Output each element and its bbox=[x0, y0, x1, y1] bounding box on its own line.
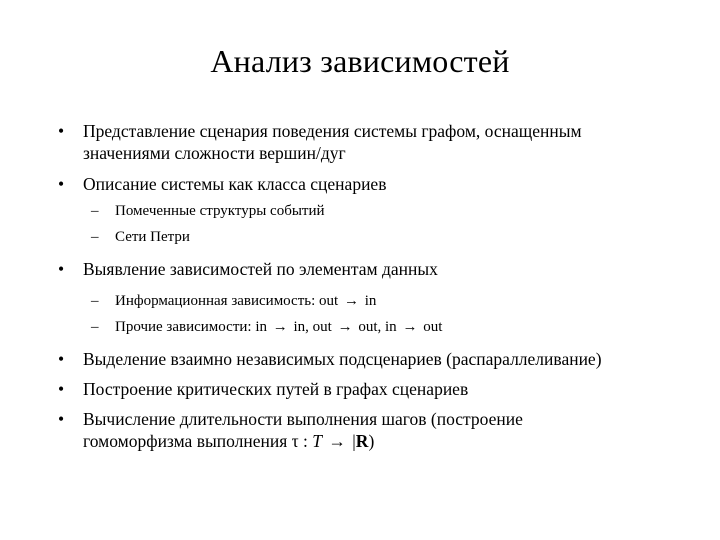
bullet-item-graph-representation bbox=[58, 120, 698, 164]
bullet-list bbox=[58, 120, 698, 452]
sub-item-petri-nets bbox=[58, 227, 698, 247]
arrow-icon: → bbox=[343, 293, 359, 309]
dash-icon: – bbox=[91, 203, 99, 219]
bullet-text-line-formula bbox=[83, 430, 698, 452]
bullet-text-line: Вычисление длительности выполнения шагов (построение bbox=[83, 409, 523, 429]
bullet-text: Построение критических путей в графах сценариев bbox=[83, 379, 469, 399]
bullet-text: Выявление зависимостей по элементам данных bbox=[83, 259, 438, 279]
bullet-text-line: Представление сценария поведения системы графом, оснащенным bbox=[83, 121, 582, 141]
bullet-text-line: значениями сложности вершин/дуг bbox=[83, 143, 346, 163]
bullet-icon: • bbox=[58, 259, 65, 279]
sub-item-text: Помеченные структуры событий bbox=[115, 203, 325, 219]
closing-paren: ) bbox=[368, 431, 375, 451]
sub-item-text: Информационная зависимость: out bbox=[115, 293, 342, 309]
arrow-icon: → bbox=[328, 431, 346, 451]
bullet-icon: • bbox=[58, 174, 65, 194]
sub-item-text: out, in bbox=[354, 319, 401, 335]
slide-title: Анализ зависимостей bbox=[210, 43, 510, 79]
real-numbers-symbol: R bbox=[355, 431, 369, 451]
dash-icon: – bbox=[91, 229, 99, 245]
sub-item-other-dependencies bbox=[58, 317, 698, 337]
bullet-item-critical-paths bbox=[58, 378, 698, 400]
arrow-icon: → bbox=[337, 319, 353, 335]
sub-item-text: Сети Петри bbox=[115, 229, 190, 245]
bullet-item-independent-subscenarios bbox=[58, 348, 698, 370]
bullet-text: гомоморфизма выполнения bbox=[83, 431, 292, 451]
bar-symbol: | bbox=[347, 431, 356, 451]
colon-symbol: : bbox=[298, 431, 313, 451]
arrow-icon: → bbox=[272, 319, 288, 335]
sub-item-text: in, out bbox=[289, 319, 336, 335]
sub-item-information-dependency bbox=[58, 291, 698, 311]
sub-item-text: in bbox=[360, 293, 377, 309]
bullet-icon: • bbox=[58, 121, 65, 141]
bullet-icon: • bbox=[58, 349, 65, 369]
bullet-item-data-dependencies bbox=[58, 258, 698, 280]
sub-item-text: Прочие зависимости: in bbox=[115, 319, 271, 335]
bullet-text: Описание системы как класса сценариев bbox=[83, 174, 387, 194]
bullet-icon: • bbox=[58, 409, 65, 429]
dash-icon: – bbox=[91, 293, 99, 309]
bullet-item-step-duration bbox=[58, 408, 698, 452]
bullet-text: Выделение взаимно независимых подсценариев (распараллеливание) bbox=[83, 349, 602, 369]
math-variable-t: T bbox=[312, 431, 323, 451]
dash-icon: – bbox=[91, 319, 99, 335]
bullet-item-system-description bbox=[58, 173, 698, 195]
sub-item-text: out bbox=[419, 319, 443, 335]
sub-item-event-structures bbox=[58, 201, 698, 221]
bullet-icon: • bbox=[58, 379, 65, 399]
tau-symbol: τ bbox=[291, 431, 299, 451]
arrow-icon: → bbox=[402, 319, 418, 335]
